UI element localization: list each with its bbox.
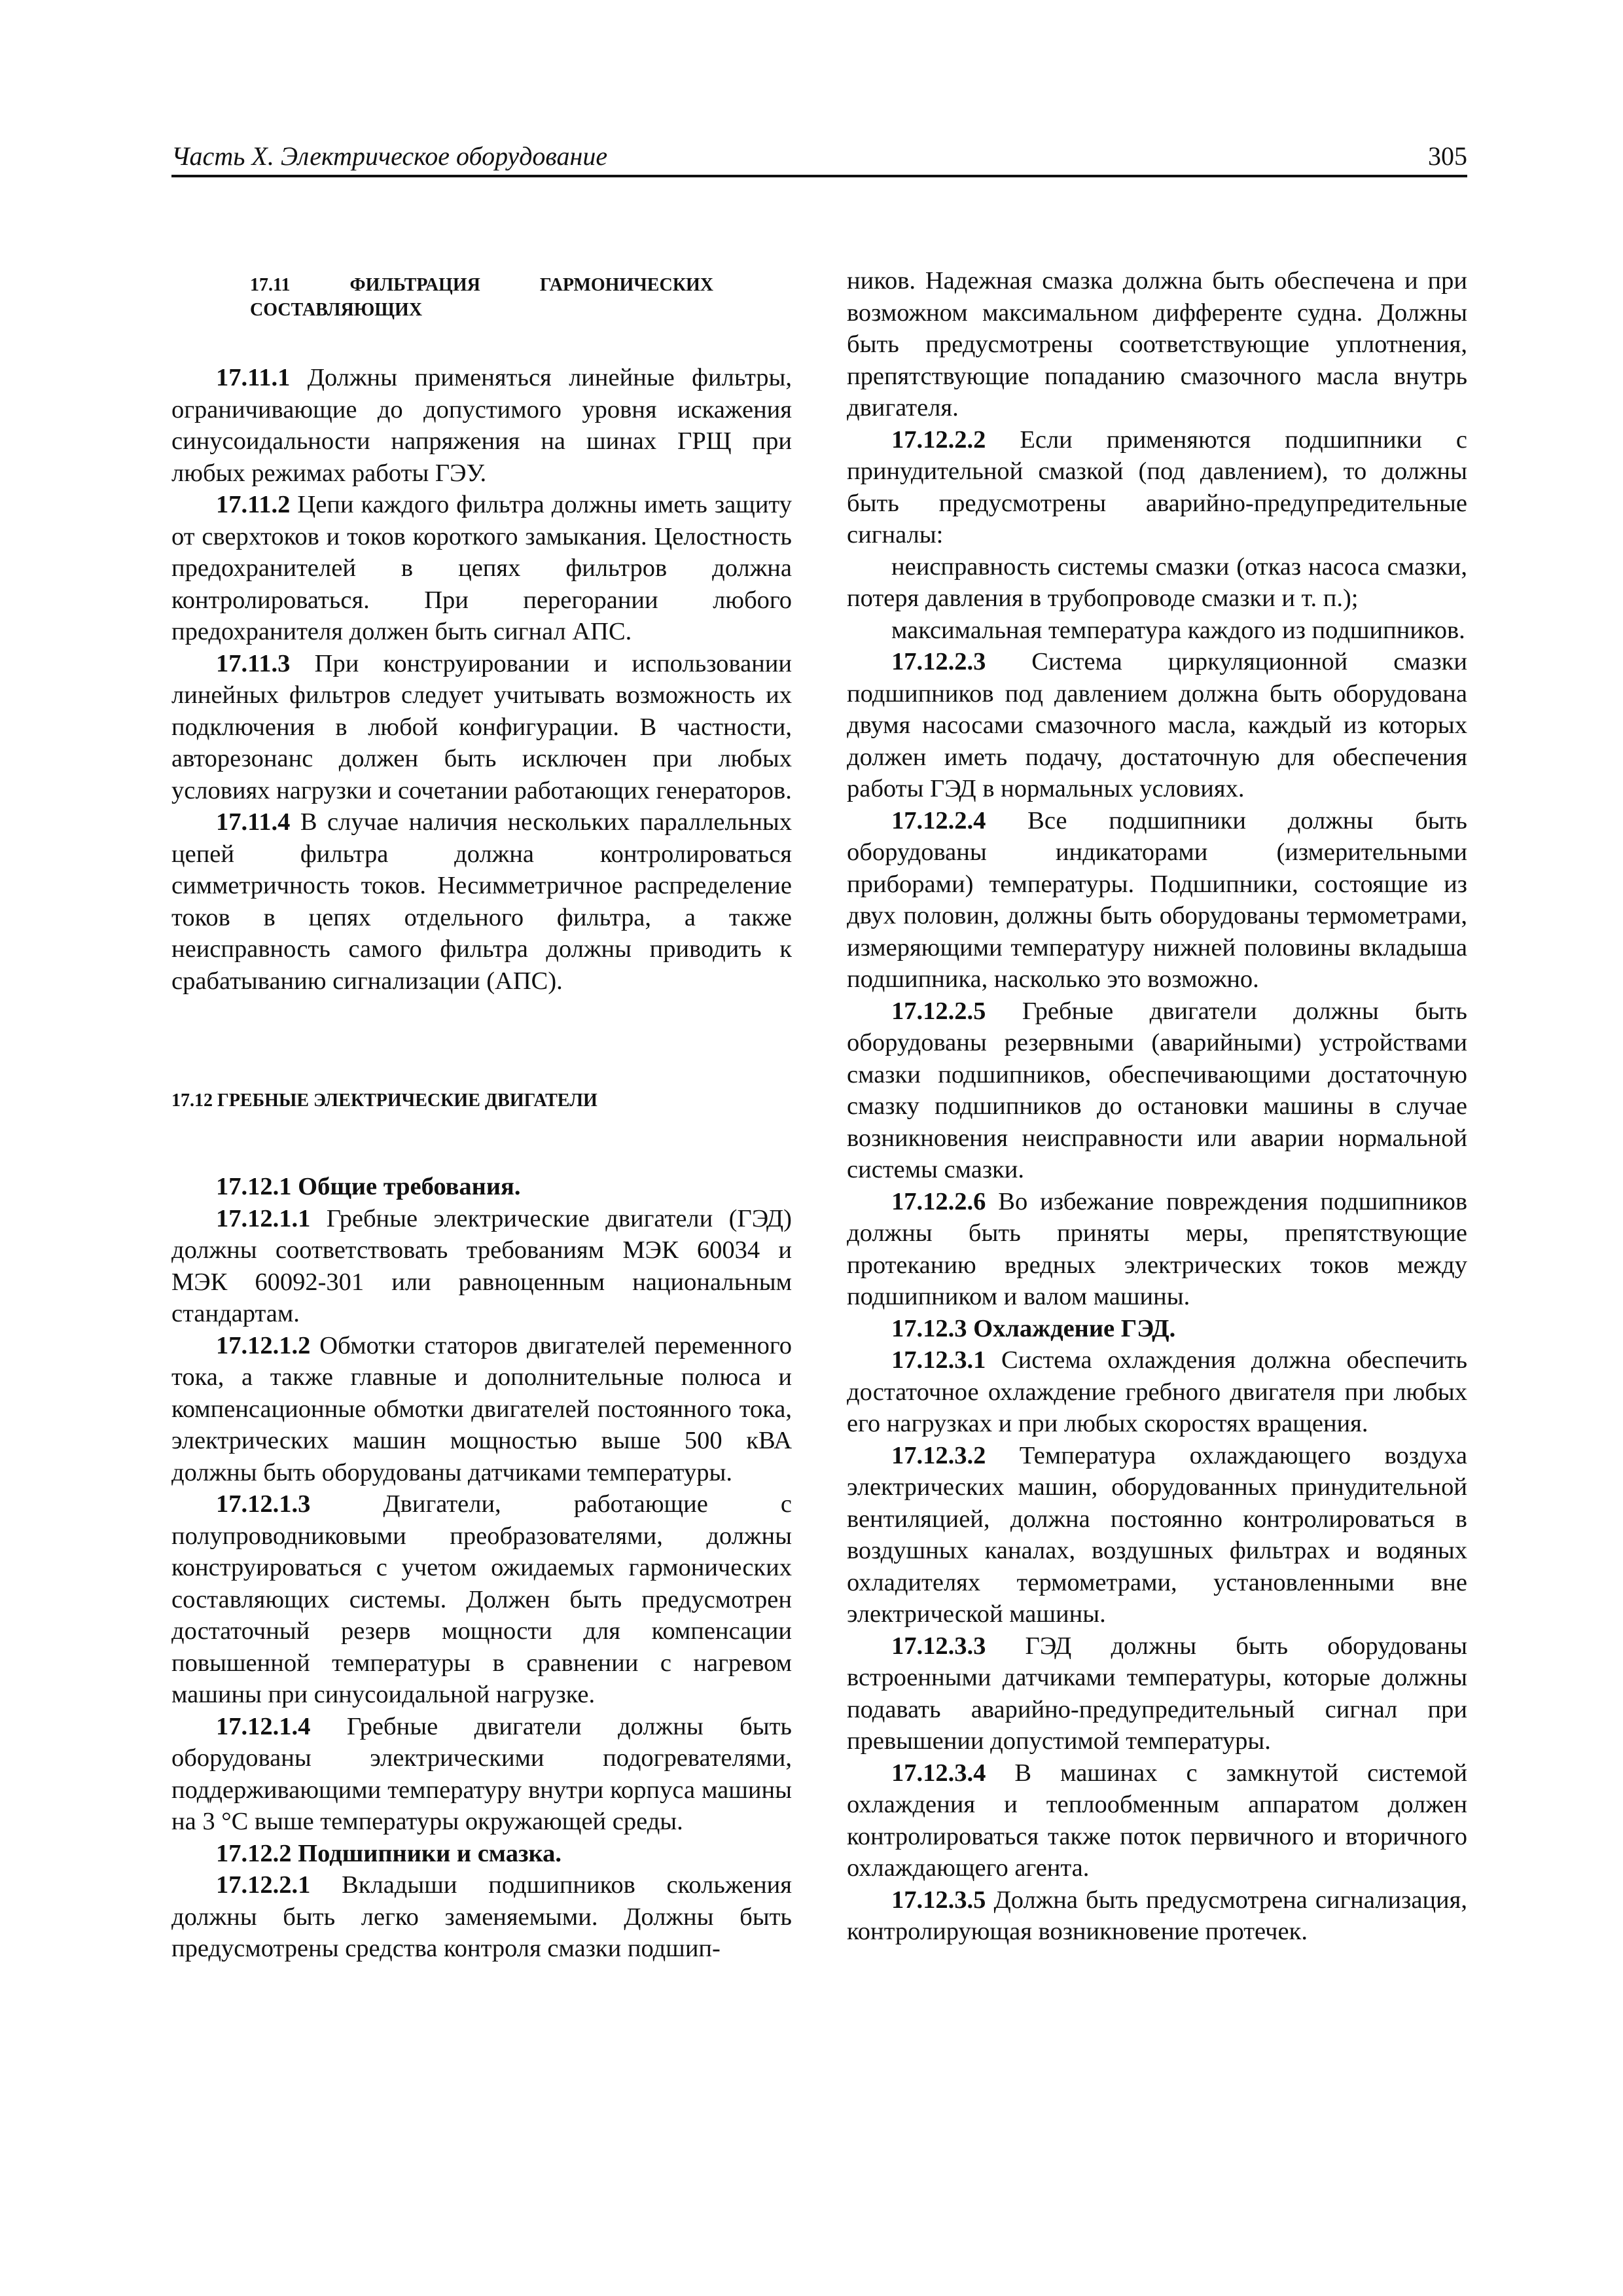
clause-number: 17.12.1.2 bbox=[216, 1331, 311, 1359]
list-item: неисправность системы смазки (отказ насоса смазки, потеря давления в трубопроводе смазки и т. п.); bbox=[847, 552, 1467, 612]
paragraph: 17.12.2.3 Система циркуляционной смазки подшипников под давлением должна быть оборудована двумя насосами смазочного масла, каждый из которых должен иметь подачу, достаточную для обеспечения работы ГЭД в нормальных условиях. bbox=[847, 648, 1467, 802]
clause-number: 17.12.2.5 bbox=[891, 997, 986, 1025]
clause-number: 17.12.3.4 bbox=[891, 1759, 986, 1787]
clause-number: 17.12.3.3 bbox=[891, 1632, 986, 1660]
clause-number: 17.12.2.1 bbox=[216, 1871, 311, 1899]
paragraph: 17.12.2.2 Если применяются подшипники с принудительной смазкой (под давлением), то должны быть предусмотрены аварийно-предупредительные сигналы: bbox=[847, 425, 1467, 548]
clause-number: 17.12.3.2 bbox=[891, 1441, 986, 1469]
section-heading-17-11: 17.11 ФИЛЬТРАЦИЯ ГАРМОНИЧЕСКИХ СОСТАВЛЯЮЩИХ bbox=[250, 275, 713, 320]
section-heading-17-12: 17.12 ГРЕБНЫЕ ЭЛЕКТРИЧЕСКИЕ ДВИГАТЕЛИ bbox=[171, 1090, 597, 1111]
right-column bbox=[847, 265, 1467, 1965]
clause-number: 17.11.3 bbox=[216, 649, 291, 677]
clause-number: 17.12.1.1 bbox=[216, 1204, 311, 1232]
subsection-heading: 17.12.3 Охлаждение ГЭД. bbox=[891, 1314, 1176, 1342]
clause-number: 17.12.2.2 bbox=[891, 425, 986, 454]
paragraph: 17.12.1.4 Гребные двигатели должны быть оборудованы электрическими подогревателями, поддерживающими температуру внутри корпуса машины на 3 °С выше температуры окружающей среды. bbox=[171, 1712, 792, 1835]
clause-number: 17.12.3.5 bbox=[891, 1886, 986, 1914]
subsection-heading: 17.12.2 Подшипники и смазка. bbox=[216, 1839, 562, 1867]
clause-number: 17.12.2.3 bbox=[891, 648, 986, 675]
clause-number: 17.12.2.4 bbox=[891, 806, 986, 834]
paragraph: 17.12.2.1 Вкладыши подшипников скольжения должны быть легко заменяемыми. Должны быть предусмотрены средства контроля смазки подшип- bbox=[171, 1871, 792, 1962]
document-page bbox=[171, 141, 1467, 1962]
clause-number: 17.12.2.6 bbox=[891, 1187, 986, 1215]
clause-number: 17.11.4 bbox=[216, 808, 291, 836]
list-item: максимальная температура каждого из подшипников. bbox=[891, 616, 1465, 644]
clause-number: 17.12.3.1 bbox=[891, 1346, 986, 1374]
paragraph: 17.12.3.3 ГЭД должны быть оборудованы встроенными датчиками температуры, которые должны подавать аварийно-предупредительный сигнал при превышении допустимой температуры. bbox=[847, 1632, 1467, 1755]
two-column-body bbox=[171, 265, 1467, 1965]
clause-number: 17.11.2 bbox=[216, 491, 291, 518]
paragraph: 17.11.2 Цепи каждого фильтра должны иметь защиту от сверхтоков и токов короткого замыкания. Целостность предохранителей в цепях фильтров должна контролироваться. При перегорании любого предохранителя должен быть сигнал АПС. bbox=[171, 491, 792, 645]
running-header bbox=[171, 141, 1467, 177]
clause-number: 17.12.1.4 bbox=[216, 1712, 311, 1740]
paragraph: 17.12.1.3 Двигатели, работающие с полупроводниковыми преобразователями, должны конструироваться с учетом ожидаемых гармонических составляющих системы. Должен быть предусмотрен достаточный резерв мощности для компенсации повышенной температуры в сравнении с нагревом машины при синусоидальной нагрузке. bbox=[171, 1490, 792, 1708]
paragraph: 17.12.3.1 Система охлаждения должна обеспечить достаточное охлаждение гребного двигателя при любых его нагрузках и при любых скоростях вращения. bbox=[847, 1346, 1467, 1437]
paragraph: 17.12.1.1 Гребные электрические двигатели (ГЭД) должны соответствовать требованиям МЭК 60034 и МЭК 60092-301 или равноценным национальным стандартам. bbox=[171, 1204, 792, 1327]
paragraph: 17.12.2.6 Во избежание повреждения подшипников должны быть приняты меры, препятствующие протеканию вредных электрических токов между подшипником и валом машины. bbox=[847, 1187, 1467, 1310]
paragraph: 17.12.2.5 Гребные двигатели должны быть оборудованы резервными (аварийными) устройствами смазки подшипников, обеспечивающими достаточную смазку подшипников до остановки машины в случае возникновения неисправности или аварии нормальной системы смазки. bbox=[847, 997, 1467, 1183]
paragraph-continuation: ников. Надежная смазка должна быть обеспечена и при возможном максимальном дифференте судна. Должны быть предусмотрены соответствующие уплотнения, препятствующие попаданию смазочного масла внутрь двигателя. bbox=[847, 267, 1467, 422]
subsection-heading: 17.12.1 Общие требования. bbox=[216, 1173, 521, 1200]
paragraph: 17.12.3.2 Температура охлаждающего воздуха электрических машин, оборудованных принудительной вентиляцией, должна постоянно контролироваться в воздушных каналах, воздушных фильтрах и водяных охладителях термометрами, установленными вне электрической машины. bbox=[847, 1441, 1467, 1628]
left-column bbox=[171, 265, 792, 1965]
clause-number: 17.12.1.3 bbox=[216, 1490, 311, 1518]
paragraph: 17.12.3.5 Должна быть предусмотрена сигнализация, контролирующая возникновение протечек. bbox=[847, 1886, 1467, 1945]
page-number: 305 bbox=[1428, 141, 1467, 171]
paragraph: 17.11.3 При конструировании и использовании линейных фильтров следует учитывать возможность их подключения в любой конфигурации. В частности, авторезонанс должен быть исключен при любых условиях нагрузки и сочетании работающих генераторов. bbox=[171, 649, 792, 804]
paragraph: 17.12.1.2 Обмотки статоров двигателей переменного тока, а также главные и дополнительные полюса и компенсационные обмотки двигателей постоянного тока, электрических машин мощностью выше 500 кВА должны быть оборудованы датчиками температуры. bbox=[171, 1331, 792, 1486]
clause-number: 17.11.1 bbox=[216, 364, 291, 391]
header-title: Часть X. Электрическое оборудование bbox=[171, 141, 608, 171]
paragraph: 17.12.2.4 Все подшипники должны быть оборудованы индикаторами (измерительными приборами) температуры. Подшипники, состоящие из двух половин, должны быть оборудованы термометрами, измеряющими температуру нижней половины вкладыша подшипника, насколько это возможно. bbox=[847, 806, 1467, 993]
paragraph: 17.11.4 В случае наличия нескольких параллельных цепей фильтра должна контролироваться симметричность токов. Несимметричное распределение токов в цепях отдельного фильтра, а также неисправность самого фильтра должны приводить к срабатыванию сигнализации (АПС). bbox=[171, 808, 792, 995]
paragraph: 17.11.1 Должны применяться линейные фильтры, ограничивающие до допустимого уровня искажения синусоидальности напряжения на шинах ГРЩ при любых режимах работы ГЭУ. bbox=[171, 364, 792, 487]
paragraph: 17.12.3.4 В машинах с замкнутой системой охлаждения и теплообменным аппаратом должен контролироваться также поток первичного и вторичного охлаждающего агента. bbox=[847, 1759, 1467, 1882]
